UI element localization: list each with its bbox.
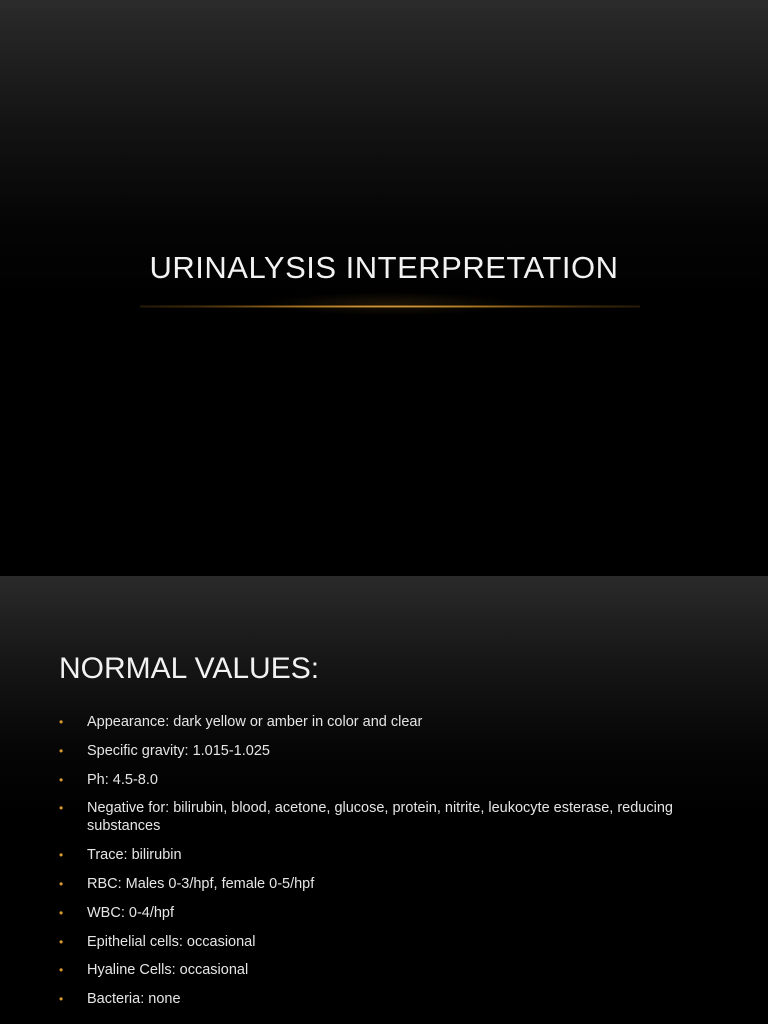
bullet-icon: • <box>59 772 64 787</box>
bullet-icon: • <box>59 848 64 863</box>
bullet-text: Appearance: dark yellow or amber in color and clear <box>87 714 423 730</box>
bullet-icon: • <box>59 715 64 729</box>
list-item <box>59 990 709 1008</box>
bullet-text: Specific gravity: 1.015-1.025 <box>87 742 270 759</box>
content-slide <box>0 576 768 1024</box>
list-item <box>59 933 709 951</box>
list-item <box>59 961 709 979</box>
section-title: NORMAL VALUES: <box>59 652 320 685</box>
bullet-text: Negative for: bilirubin, blood, acetone, glucose, protein, nitrite, leukocyte esterase, reducing substances <box>87 800 673 835</box>
bullet-icon: • <box>59 801 64 816</box>
bullet-text: RBC: Males 0-3/hpf, female 0-5/hpf <box>87 875 315 892</box>
bullet-text: Ph: 4.5-8.0 <box>87 771 158 788</box>
title-underline <box>140 305 640 308</box>
bullet-icon: • <box>59 934 64 949</box>
list-item <box>59 904 709 922</box>
bullet-text: Epithelial cells: occasional <box>87 933 256 950</box>
bullet-text: Trace: bilirubin <box>87 847 182 864</box>
title-glow <box>260 292 520 316</box>
list-item <box>59 742 709 760</box>
bullet-text: Bacteria: none <box>87 991 181 1008</box>
bullet-icon: • <box>59 876 64 891</box>
list-item <box>59 713 709 731</box>
list-item <box>59 771 709 789</box>
slide-title: URINALYSIS INTERPRETATION <box>149 250 619 285</box>
list-item <box>59 875 709 893</box>
list-item <box>59 846 709 864</box>
bullet-text: WBC: 0-4/hpf <box>87 904 175 921</box>
bullet-text: Hyaline Cells: occasional <box>87 962 249 979</box>
bullet-icon: • <box>59 963 64 978</box>
bullet-icon: • <box>59 992 64 1007</box>
bullet-icon: • <box>59 905 64 920</box>
bullet-icon: • <box>59 743 64 758</box>
list-item <box>59 799 709 835</box>
bullet-list <box>59 713 709 1019</box>
